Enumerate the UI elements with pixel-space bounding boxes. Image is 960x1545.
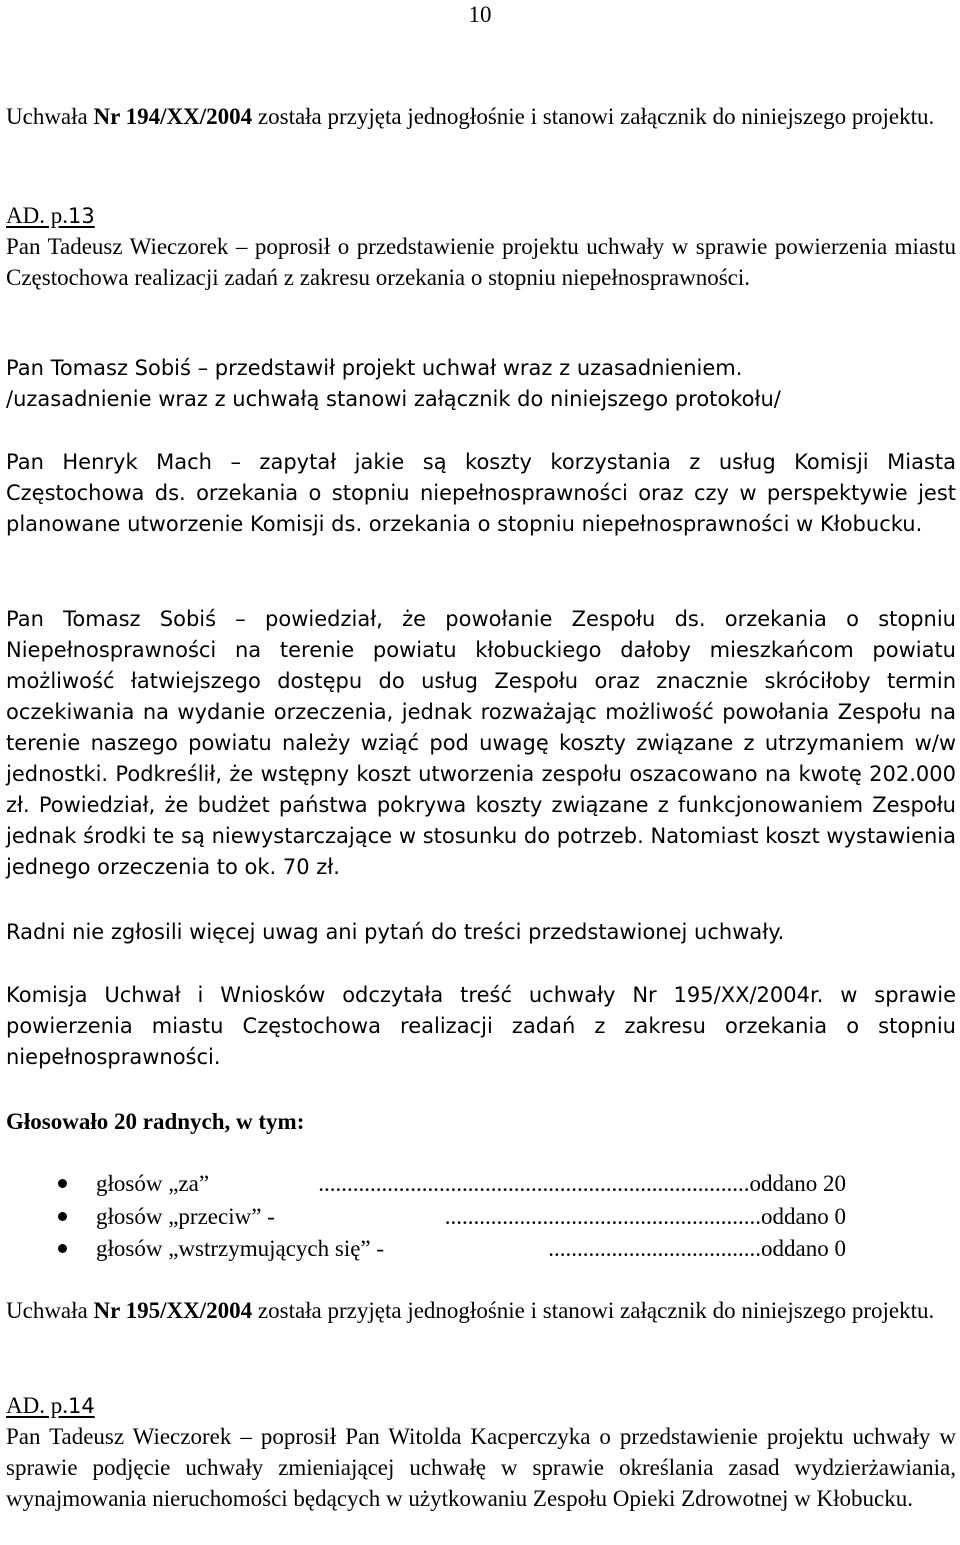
vote-result: .....................................oddano 0 — [548, 1236, 846, 1261]
vote-label: głosów „wstrzymujących się” - — [96, 1236, 385, 1261]
ad14-paragraph: Pan Tadeusz Wieczorek – poprosił Pan Witolda Kacperczyka o przedstawienie projektu uchwały w sprawie podjęcie uchwały zmieniającej uchwałę w sprawie określania zasad wydzierżawiania, wynajmowania nieruchomości będących w użytkowaniu Zespołu Opieki Zdrowotnej w Kłobucku. — [6, 1424, 956, 1511]
votes-heading: Głosowało 20 radnych, w tym: — [6, 1109, 305, 1134]
resolution-194-paragraph — [6, 101, 956, 132]
sobis-statement-1: Pan Tomasz Sobiś – przedstawił projekt uchwał wraz z uzasadnieniem. — [6, 356, 743, 380]
bullet-icon — [58, 1212, 67, 1221]
resolution-number: Nr 195/XX/2004 — [93, 1298, 253, 1323]
resolution-lead: Uchwała — [6, 104, 94, 129]
ad14-heading-prefix: AD. p. — [6, 1393, 68, 1418]
sobis-answer-paragraph: Pan Tomasz Sobiś – powiedział, że powołanie Zespołu ds. orzekania o stopniu Niepełnosprawności na terenie powiatu kłobuckiego dałoby mieszkańcom powiatu możliwość łatwiejszego dostępu do usług Zespołu oraz znacznie skróciłoby termin oczekiwania na wydanie orzeczenia, jednak rozważając możliwość powołania Zespołu na terenie naszego powiatu należy wziąć pod uwagę koszty związane z utrzymaniem w/w jednostki. Podkreślił, że wstępny koszt utworzenia zespołu oszacowano na kwotę 202.000 zł. Powiedział, że budżet państwa pokrywa koszty związane z funkcjonowaniem Zespołu jednak środki te są niewystarczające w stosunku do potrzeb. Natomiast koszt wystawienia jednego orzeczenia to ok. 70 zł. — [6, 607, 956, 879]
vote-result: .......................................................oddano 0 — [444, 1204, 846, 1229]
resolution-rest: została przyjęta jednogłośnie i stanowi załącznik do niniejszego projektu. — [252, 1298, 935, 1323]
resolution-lead: Uchwała — [6, 1298, 94, 1323]
page-number: 10 — [468, 2, 492, 27]
resolution-195-paragraph — [6, 1295, 956, 1326]
vote-label: głosów „za” — [96, 1171, 210, 1196]
vote-label: głosów „przeciw” - — [96, 1204, 275, 1229]
no-remarks-statement: Radni nie zgłosili więcej uwag ani pytań do treści przedstawionej uchwały. — [6, 920, 785, 944]
ad13-heading-prefix: AD. p. — [6, 203, 68, 228]
resolution-number: Nr 194/XX/2004 — [93, 104, 253, 129]
mach-question-paragraph: Pan Henryk Mach – zapytał jakie są koszty korzystania z usług Komisji Miasta Częstochowa ds. orzekania o stopniu niepełnosprawności oraz czy w perspektywie jest planowane utworzenie Komisji ds. orzekania o stopniu niepełnosprawności w Kłobucku. — [6, 450, 956, 536]
justification-note: /uzasadnienie wraz z uchwałą stanowi załącznik do niniejszego protokołu/ — [6, 387, 781, 411]
resolution-rest: została przyjęta jednogłośnie i stanowi załącznik do niniejszego projektu. — [252, 104, 935, 129]
ad13-heading — [6, 200, 956, 232]
vote-result: ...........................................................................oddano 20 — [318, 1171, 846, 1196]
ad14-heading-number: 14 — [67, 1394, 95, 1418]
bullet-icon — [58, 1179, 67, 1188]
ad14-heading — [6, 1390, 956, 1422]
ad13-paragraph: Pan Tadeusz Wieczorek – poprosił o przedstawienie projektu uchwały w sprawie powierzenia miastu Częstochowa realizacji zadań z zakresu orzekania o stopniu niepełnosprawności. — [6, 234, 956, 290]
ad13-heading-number: 13 — [67, 204, 95, 228]
bullet-icon — [58, 1244, 67, 1253]
committee-reading-paragraph: Komisja Uchwał i Wniosków odczytała treść uchwały Nr 195/XX/2004r. w sprawie powierzenia miastu Częstochowa realizacji zadań z zakresu orzekania o stopniu niepełnosprawności. — [6, 983, 956, 1069]
